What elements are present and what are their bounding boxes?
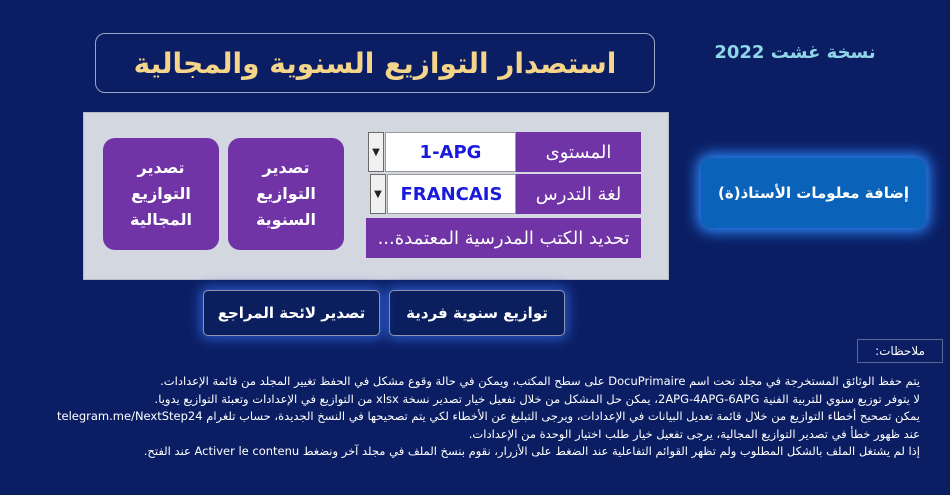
export-spatial-button[interactable]: تصدير التوازيع المجالية bbox=[103, 138, 219, 250]
title-box bbox=[95, 33, 655, 93]
notes-label: ملاحظات: bbox=[857, 339, 943, 363]
export-references-button[interactable]: تصدير لائحة المراجع bbox=[203, 290, 380, 336]
notes-list bbox=[10, 373, 920, 461]
level-select[interactable]: 1-APG bbox=[385, 132, 516, 172]
note-line: يمكن تصحيح أخطاء التوازيع من خلال قائمة تعديل البيانات في الإعدادات، ويرجى التبليغ عن الأخطاء لكي يتم تصحيحها في النسخ الجديدة، حساب تلغرام telegram.me/NextStep24 bbox=[57, 409, 920, 423]
note-line: إذا لم يشتغل الملف بالشكل المطلوب ولم تظهر القوائم التفاعلية عند الضغط على الأزرار، نقوم بنسخ الملف في مجلد آخر ونضغط Activer le contenu عند الفتح. bbox=[143, 444, 920, 458]
version-label: نسخة غشت 2022 bbox=[714, 42, 876, 63]
chevron-down-icon: ▼ bbox=[374, 188, 382, 200]
note-line: عند ظهور خطأ في تصدير التوازيع المجالية، يرجى تفعيل خيار طلب اختيار الوحدة من الإعدادات. bbox=[468, 426, 920, 441]
export-annual-button[interactable]: تصدير التوازيع السنوية bbox=[228, 138, 344, 250]
language-select[interactable]: FRANCAIS bbox=[387, 174, 516, 214]
level-label: المستوى bbox=[516, 132, 641, 172]
add-teacher-info-button[interactable]: إضافة معلومات الأستاذ(ة) bbox=[701, 158, 926, 228]
select-textbooks-button[interactable]: تحديد الكتب المدرسية المعتمدة... bbox=[366, 218, 641, 258]
note-line: يتم حفظ الوثائق المستخرجة في مجلد تحت اسم DocuPrimaire على سطح المكتب، ويمكن في حالة وقوع مشكل في الحفظ تغيير المجلد من قائمة الإعدادات. bbox=[160, 374, 920, 388]
language-dropdown-arrow[interactable] bbox=[370, 174, 386, 214]
page-title: استصدار التوازيع السنوية والمجالية bbox=[133, 46, 617, 80]
individual-annual-button[interactable]: توازيع سنوية فردية bbox=[389, 290, 565, 336]
language-label: لغة التدرس bbox=[516, 174, 641, 214]
chevron-down-icon: ▼ bbox=[372, 146, 380, 158]
note-line: لا يتوفر توزيع سنوي للتربية الفنية 2APG-4APG-6APG، يمكن حل المشكل من خلال تفعيل خيار تصدير نسخة xlsx من التوازيع في الإعدادات وتعبئة التوازيع يدويا. bbox=[154, 391, 920, 406]
level-dropdown-arrow[interactable] bbox=[368, 132, 384, 172]
